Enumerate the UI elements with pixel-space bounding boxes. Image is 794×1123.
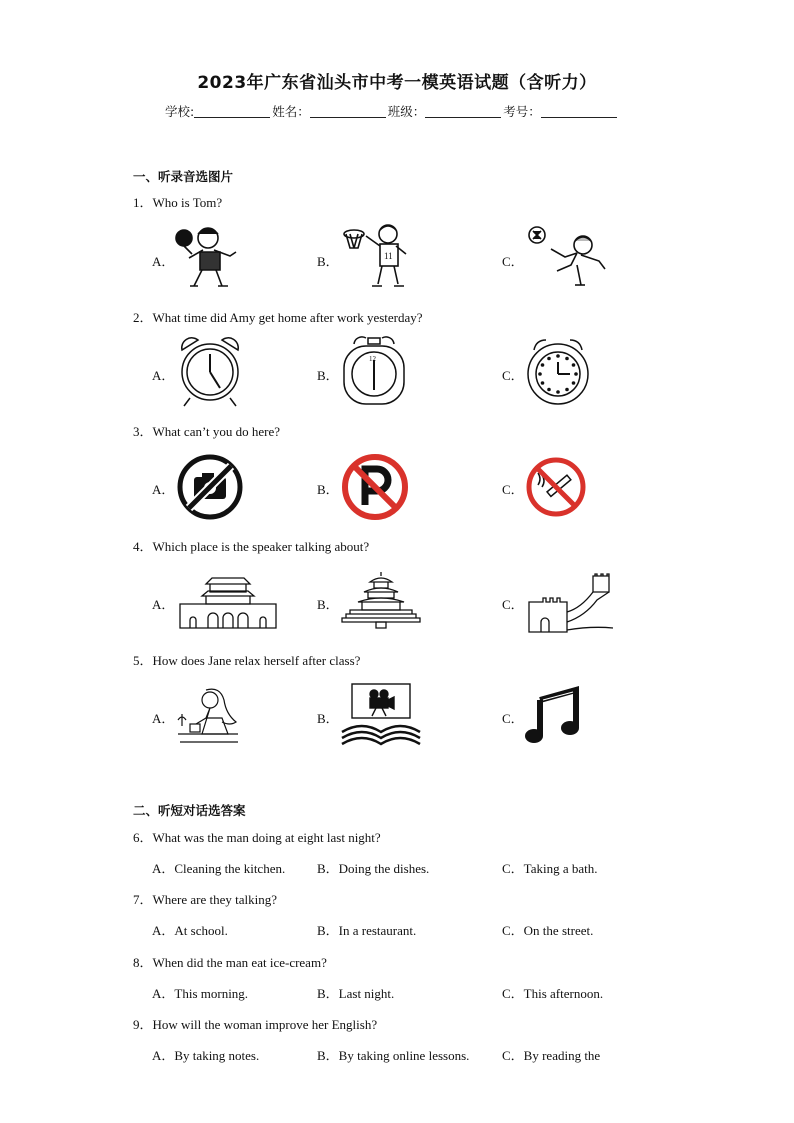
alarm-clock-five-picture — [176, 334, 244, 408]
class-blank[interactable] — [425, 104, 501, 118]
svg-text:11: 11 — [384, 251, 393, 261]
no-photo-sign-picture — [176, 453, 244, 521]
option-label[interactable]: C． — [502, 482, 524, 497]
section-heading: 一、听录音选图片 — [133, 169, 234, 184]
option-c[interactable]: C．On the street. — [502, 923, 594, 938]
option-label[interactable]: C． — [502, 368, 524, 383]
option-label[interactable]: B． — [317, 482, 339, 497]
option-label[interactable]: C． — [502, 597, 524, 612]
clock-three-picture — [524, 336, 592, 406]
question-text — [133, 952, 327, 971]
great-wall-picture — [527, 572, 615, 638]
option-label[interactable]: A． — [152, 711, 175, 726]
option-c[interactable]: C．This afternoon. — [502, 986, 604, 1001]
option-label[interactable]: A． — [152, 254, 175, 269]
option-label[interactable]: C． — [502, 711, 524, 726]
girl-gardening-picture — [176, 684, 242, 746]
question-text — [133, 1014, 377, 1033]
name-blank[interactable] — [310, 104, 386, 118]
question-number: 9． — [133, 1017, 153, 1032]
question-text — [133, 421, 280, 440]
question-text — [133, 307, 423, 326]
question-stem: What time did Amy get home after work yesterday? — [152, 310, 423, 325]
exam-number-label: 考号： — [503, 104, 541, 119]
question-text — [133, 650, 360, 669]
question-number: 5． — [133, 653, 153, 668]
question-text — [133, 536, 369, 555]
option-label[interactable]: A． — [152, 597, 175, 612]
name-label: 姓名： — [272, 104, 310, 119]
class-label: 班级： — [387, 104, 426, 119]
no-parking-sign-picture — [341, 453, 409, 521]
question-text — [133, 192, 222, 211]
option-label[interactable]: B． — [317, 254, 339, 269]
option-b[interactable]: B．By taking online lessons. — [317, 1048, 470, 1063]
no-smoking-sign-picture — [524, 455, 588, 519]
cinema-picture — [340, 682, 422, 748]
option-b[interactable]: B．In a restaurant. — [317, 923, 417, 938]
basketball-player-picture — [340, 222, 415, 292]
question-stem: What can’t you do here? — [152, 424, 281, 439]
question-stem: How will the woman improve her English? — [152, 1017, 378, 1032]
option-label[interactable]: A． — [152, 482, 175, 497]
question-number: 7． — [133, 892, 153, 907]
question-number: 4． — [133, 539, 153, 554]
question-number: 6． — [133, 830, 153, 845]
option-label[interactable]: B． — [317, 711, 339, 726]
question-stem: How does Jane relax herself after class? — [152, 653, 361, 668]
page-title: 2023年广东省汕头市中考一模英语试题（含听力） — [197, 73, 597, 93]
option-label[interactable]: C． — [502, 254, 524, 269]
football-player-picture — [525, 225, 610, 291]
temple-of-heaven-picture — [340, 570, 422, 630]
question-number: 8． — [133, 955, 153, 970]
question-stem: When did the man eat ice-cream? — [152, 955, 327, 970]
question-text — [133, 889, 277, 908]
option-a[interactable]: A．At school. — [152, 923, 228, 938]
ping-pong-player-picture — [170, 222, 245, 292]
svg-text:12: 12 — [369, 355, 376, 363]
music-note-picture — [524, 686, 586, 746]
alarm-clock-six-picture — [340, 334, 408, 408]
option-b[interactable]: B．Doing the dishes. — [317, 861, 430, 876]
question-text — [133, 827, 381, 846]
question-stem: Where are they talking? — [152, 892, 278, 907]
option-b[interactable]: B．Last night. — [317, 986, 395, 1001]
option-label[interactable]: B． — [317, 368, 339, 383]
question-stem: What was the man doing at eight last night? — [152, 830, 381, 845]
option-a[interactable]: A．Cleaning the kitchen. — [152, 861, 286, 876]
question-number: 2． — [133, 310, 153, 325]
option-a[interactable]: A．This morning. — [152, 986, 249, 1001]
question-number: 3． — [133, 424, 153, 439]
section-heading: 二、听短对话选答案 — [133, 803, 246, 818]
option-c[interactable]: C．Taking a bath. — [502, 861, 598, 876]
option-label[interactable]: A． — [152, 368, 175, 383]
option-a[interactable]: A．By taking notes. — [152, 1048, 260, 1063]
tiananmen-picture — [178, 574, 278, 630]
student-info-line — [165, 102, 619, 120]
option-c[interactable]: C．By reading the — [502, 1048, 601, 1063]
school-label: 学校: — [165, 104, 195, 119]
exam-number-blank[interactable] — [541, 104, 617, 118]
option-label[interactable]: B． — [317, 597, 339, 612]
question-number: 1． — [133, 195, 153, 210]
question-stem: Who is Tom? — [152, 195, 223, 210]
school-blank[interactable] — [194, 104, 270, 118]
question-stem: Which place is the speaker talking about? — [152, 539, 370, 554]
